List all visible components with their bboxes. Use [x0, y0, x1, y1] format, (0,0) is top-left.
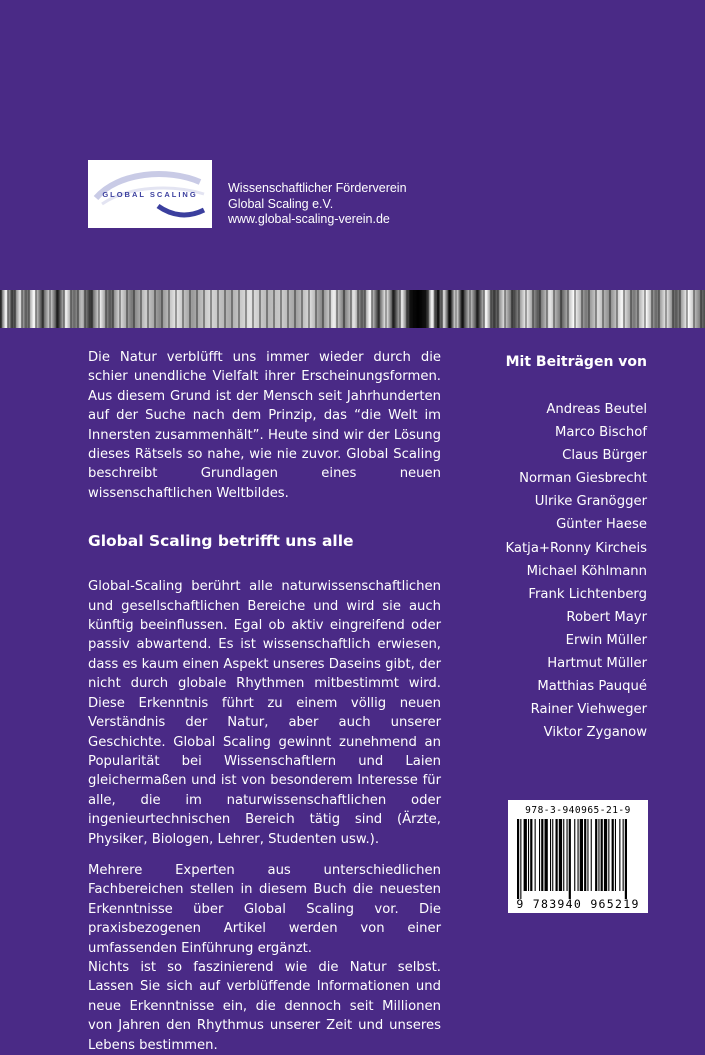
barcode-bar — [550, 819, 551, 891]
org-name-line1: Wissenschaftlicher Förderverein — [228, 181, 407, 195]
barcode-bar — [569, 819, 571, 899]
isbn-barcode — [508, 800, 648, 913]
barcode-bar — [595, 819, 597, 891]
barcode-bar — [517, 819, 519, 899]
organization-info — [228, 181, 407, 228]
body-paragraph-2: Mehrere Experten aus unterschiedlichen Fachbereichen stellen in diesem Buch die neuesten Erkenntnisse über Global Scaling vor. Die praxisbezogenen Artikel werden von einer umfassenden Einführung ergänzt. — [88, 862, 441, 956]
barcode-bar — [541, 819, 543, 891]
barcode-bar — [530, 819, 532, 891]
barcode-bar — [528, 819, 529, 891]
barcode-bars-icon — [513, 819, 643, 899]
contributor-item: Günter Haese — [556, 517, 647, 533]
barcode-bar — [524, 819, 527, 891]
barcode-bar — [567, 819, 568, 891]
barcode-bar — [578, 819, 579, 891]
barcode-bar — [604, 819, 607, 891]
barcode-bar — [580, 819, 583, 891]
barcode-bar — [545, 819, 548, 891]
ean-number: 9 783940 965219 — [516, 897, 640, 911]
contributor-item: Andreas Beutel — [546, 402, 647, 417]
contributor-item: Ulrike Granögger — [534, 494, 647, 510]
contributor-item: Norman Giesbrecht — [519, 471, 647, 487]
barcode-bar — [520, 819, 521, 899]
barcode-bar — [539, 819, 540, 891]
barcode-bar — [615, 819, 616, 891]
barcode-bar — [612, 819, 614, 891]
barcode-bar — [559, 819, 562, 891]
decorative-stripe-band — [0, 290, 705, 328]
barcode-bar — [574, 819, 575, 891]
isbn-number: 978-3-940965-21-9 — [525, 805, 631, 816]
barcode-bar — [625, 819, 627, 899]
logo-swoosh-icon — [88, 160, 212, 228]
contributor-item: Viktor Zyganow — [543, 725, 647, 741]
barcode-bar — [552, 819, 553, 891]
contributor-item: Erwin Müller — [565, 632, 647, 648]
barcode-bar — [601, 819, 603, 891]
org-name-line2: Global Scaling e.V. — [228, 196, 334, 211]
global-scaling-logo — [88, 160, 212, 228]
section-heading: Global Scaling betrifft uns alle — [88, 532, 354, 551]
barcode-bar — [623, 819, 624, 891]
body-paragraph-1: Global-Scaling berührt alle naturwissenschaftlichen und gesellschaftlichen Bereiche und wird sie auch künftig beeinflussen. Egal ob aktiv eingreifend oder passiv abwartend. Es ist wissenschaftlich erwiesen, dass es kaum einen Aspekt unseres Daseins gibt, der nicht durch globale Rhythmen mitbestimmt wird. Diese Erkenntnis führt zu einem völlig neuen Verständnis der Natur, aber auch unserer Geschichte. Global Scaling gewinnt zunehmend an Popularität bei Wissenschaftlern und Laien gleichermaßen und ist von besonderem Interesse für alle, die im naturwissenschaftlichen oder ingenieurtechnischen Bereich tätig sind (Ärzte, Physiker, Biologen, Lehrer, Studenten usw.). — [88, 579, 441, 847]
logo-text: GLOBAL SCALING — [102, 190, 198, 199]
barcode-bar — [556, 819, 558, 891]
contributor-item: Hartmut Müller — [547, 656, 647, 672]
barcode-bar — [619, 819, 620, 891]
contributor-item: Claus Bürger — [562, 448, 647, 464]
contributor-item: Katja+Ronny Kircheis — [505, 540, 647, 556]
barcode-bar — [587, 819, 588, 891]
barcode-bar — [591, 819, 592, 891]
barcode-bar — [598, 819, 599, 891]
contributor-item: Matthias Pauqué — [537, 679, 647, 695]
barcode-bar — [535, 819, 536, 891]
body-paragraph-3: Nichts ist so faszinierend wie die Natur selbst. Lassen Sie sich auf verblüffende Informationen und neue Erkenntnisse ein, die dennoch seit Millionen von Jahren den Rhythmus unserer Zeit und unseres Lebens bestimmen. — [88, 959, 441, 1053]
barcode-bar — [608, 819, 609, 891]
contributors-column — [470, 352, 647, 744]
contributor-item: Frank Lichtenberg — [528, 586, 647, 602]
main-text-column — [88, 348, 441, 1055]
barcode-bar — [584, 819, 586, 891]
barcode-bar — [563, 819, 564, 891]
contributors-heading: Mit Beiträgen von — [505, 354, 647, 370]
contributor-item: Marco Bischof — [554, 425, 647, 441]
contributor-item: Robert Mayr — [566, 609, 647, 625]
contributor-item: Rainer Viehweger — [530, 702, 647, 718]
intro-paragraph: Die Natur verblüfft uns immer wieder durch die schier unendliche Vielfalt ihrer Erscheinungsformen. Aus diesem Grund ist der Mensch seit Jahrhunderten auf der Suche nach dem Prinzip, das “die Welt im Innersten zusammenhält”. Heute sind wir der Lösung dieses Rätsels so nahe, wie nie zuvor. Global Scaling beschreibt Grundlagen eines neuen wissenschaftlichen Weltbildes. — [88, 350, 441, 501]
org-website: www.global-scaling-verein.de — [228, 212, 390, 226]
contributors-list — [470, 398, 647, 744]
contributor-item: Michael Köhlmann — [526, 563, 647, 579]
